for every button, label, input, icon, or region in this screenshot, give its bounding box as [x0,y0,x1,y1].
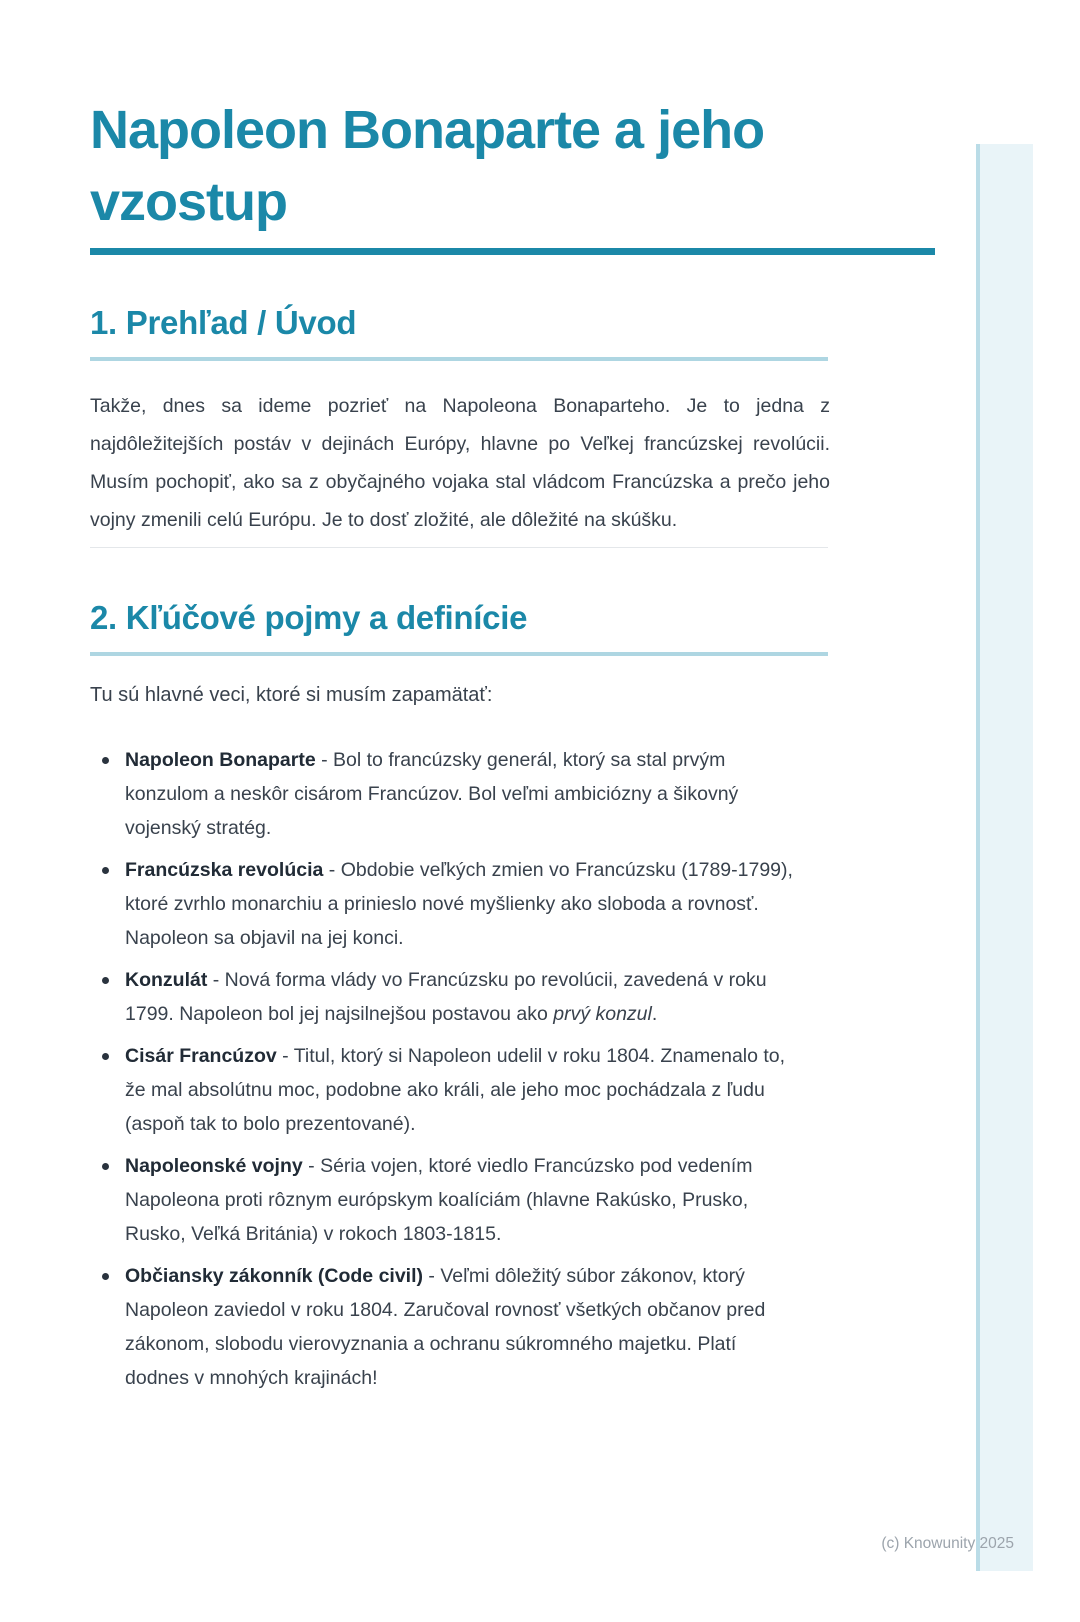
term-item: Konzulát - Nová forma vlády vo Francúzsku po revolúcii, zavedená v roku 1799. Napoleon bol jej najsilnejšou postavou ako prvý konzul. [90,963,800,1031]
term-label: Napoleon Bonaparte [125,749,316,771]
section-2-heading: 2. Kľúčové pojmy a definície [90,599,528,636]
section-key-terms [90,596,935,1395]
terms-list [90,743,800,1395]
term-item: Francúzska revolúcia - Obdobie veľkých zmien vo Francúzsku (1789-1799), ktoré zvrhlo monarchiu a prinieslo nové myšlienky ako sloboda a rovnosť. Napoleon sa objavil na jej konci. [90,853,800,955]
term-definition: Bol to francúzsky generál, ktorý sa stal prvým konzulom a neskôr cisárom Francúzov. Bol veľmi ambiciózny a šikovný vojenský stratég. [125,749,739,839]
section-divider [90,547,828,548]
term-label: Francúzska revolúcia [125,859,324,881]
term-label: Konzulát [125,969,208,991]
term-item: Napoleonské vojny - Séria vojen, ktoré viedlo Francúzsko pod vedením Napoleona proti rôznym európskym koalíciám (hlavne Rakúsko, Prusko, Rusko, Veľká Británia) v rokoch 1803-1815. [90,1149,800,1251]
copyright-footer: (c) Knowunity 2025 [881,1535,1014,1552]
note-content [90,94,935,1395]
term-definition: Nová forma vlády vo Francúzsku po revolúcii, zavedená v roku 1799. Napoleon bol jej najsilnejšou postavou ako [125,969,767,1025]
term-definition: Obdobie veľkých zmien vo Francúzsku (1789-1799), ktoré zvrhlo monarchiu a prinieslo nové myšlienky ako sloboda a rovnosť. Napoleon sa objavil na jej konci. [125,859,793,949]
section-1-heading: 1. Prehľad / Úvod [90,304,357,341]
right-accent-bar [976,144,1033,1571]
section-1-paragraph: Takže, dnes sa ideme pozrieť na Napoleona Bonaparteho. Je to jedna z najdôležitejších postáv v dejinách Európy, hlavne po Veľkej francúzskej revolúcii. Musím pochopiť, ako sa z obyčajného vojaka stal vládcom Francúzska a prečo jeho vojny zmenili celú Európu. Je to dosť zložité, ale dôležité na skúšku. [90,395,830,531]
term-definition: Titul, ktorý si Napoleon udelil v roku 1804. Znamenalo to, že mal absolútnu moc, podobne ako králi, ale jeho moc pochádzala z ľudu (aspoň tak to bolo prezentované). [125,1045,786,1135]
title-rule [90,248,935,255]
section-overview [90,301,935,539]
term-label: Občiansky zákonník (Code civil) [125,1265,424,1287]
term-label: Napoleonské vojny [125,1155,303,1177]
term-definition-emphasis: prvý konzul [553,1003,652,1025]
term-item: Napoleon Bonaparte - Bol to francúzsky generál, ktorý sa stal prvým konzulom a neskôr cisárom Francúzov. Bol veľmi ambiciózny a šikovný vojenský stratég. [90,743,800,845]
term-label: Cisár Francúzov [125,1045,277,1067]
section-2-intro: Tu sú hlavné veci, ktoré si musím zapamätať: [90,684,493,706]
term-item: Občiansky zákonník (Code civil) - Veľmi dôležitý súbor zákonov, ktorý Napoleon zaviedol v roku 1804. Zaručoval rovnosť všetkých občanov pred zákonom, slobodu vierovyznania a ochranu súkromného majetku. Platí dodnes v mnohých krajinách! [90,1259,800,1395]
section-2-underline [90,652,828,656]
section-1-underline [90,357,828,361]
term-definition: Veľmi dôležitý súbor zákonov, ktorý Napoleon zaviedol v roku 1804. Zaručoval rovnosť všetkých občanov pred zákonom, slobodu vierovyznania a ochranu súkromného majetku. Platí dodnes v mnohých krajinách! [125,1265,766,1389]
term-definition: Séria vojen, ktoré viedlo Francúzsko pod vedením Napoleona proti rôznym európskym koalíciám (hlavne Rakúsko, Prusko, Rusko, Veľká Británia) v rokoch 1803-1815. [125,1155,753,1245]
page-title: Napoleon Bonaparte a jeho vzostup [90,100,765,232]
term-item: Cisár Francúzov - Titul, ktorý si Napoleon udelil v roku 1804. Znamenalo to, že mal absolútnu moc, podobne ako králi, ale jeho moc pochádzala z ľudu (aspoň tak to bolo prezentované). [90,1039,800,1141]
term-definition: . [651,1003,658,1025]
